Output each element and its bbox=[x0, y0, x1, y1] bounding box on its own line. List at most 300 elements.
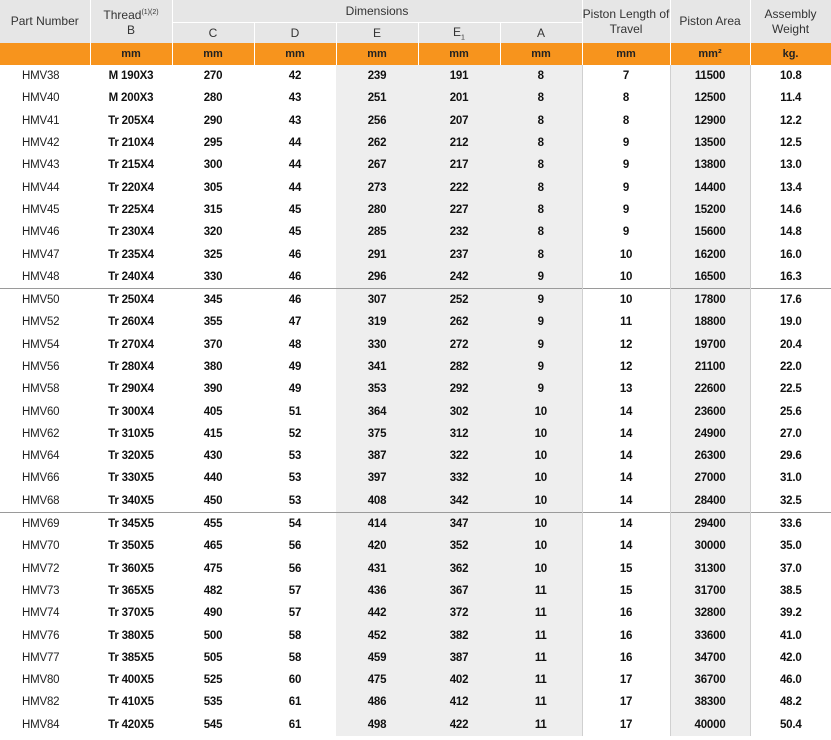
part-number-cell: HMV47 bbox=[22, 248, 60, 261]
dim-c-cell: 545 bbox=[203, 718, 223, 731]
dim-e-cell: 285 bbox=[336, 221, 418, 243]
dim-e1-cell: 412 bbox=[418, 691, 500, 713]
piston-area-cell: 23600 bbox=[670, 400, 750, 422]
dim-d-cell: 46 bbox=[288, 248, 302, 261]
dim-d-cell: 46 bbox=[254, 288, 336, 311]
unit-cell bbox=[0, 43, 90, 65]
dim-e1-cell: 347 bbox=[418, 512, 500, 535]
dim-a-cell: 10 bbox=[500, 467, 582, 489]
assembly-weight-cell: 19.0 bbox=[750, 311, 831, 333]
table-row bbox=[0, 669, 831, 691]
dim-a-cell: 8 bbox=[500, 176, 582, 198]
dim-c-cell: 280 bbox=[203, 92, 223, 105]
thread-cell: Tr 370X5 bbox=[108, 607, 154, 620]
part-number-cell: HMV80 bbox=[22, 674, 60, 687]
assembly-weight-cell: 16.3 bbox=[750, 266, 831, 289]
table-row bbox=[0, 647, 831, 669]
header-col-e1-base: E bbox=[453, 24, 462, 39]
dim-d-cell: 47 bbox=[288, 316, 302, 329]
header-col-a: A bbox=[500, 23, 582, 44]
thread-cell: Tr 365X5 bbox=[108, 584, 154, 597]
thread-cell: Tr 250X4 bbox=[90, 288, 172, 311]
dim-d-cell: 61 bbox=[288, 696, 302, 709]
assembly-weight-cell: 10.8 bbox=[750, 65, 831, 87]
dim-a-cell: 10 bbox=[500, 423, 582, 445]
dim-c-cell: 415 bbox=[203, 427, 223, 440]
dim-e1-cell: 332 bbox=[418, 467, 500, 489]
dim-a-cell: 11 bbox=[500, 580, 582, 602]
piston-travel-cell: 16 bbox=[582, 647, 670, 669]
piston-area-cell: 28400 bbox=[670, 490, 750, 513]
thread-cell: Tr 400X5 bbox=[108, 674, 154, 687]
piston-area-cell: 27000 bbox=[670, 467, 750, 489]
part-number-cell: HMV48 bbox=[22, 270, 60, 283]
thread-cell: Tr 320X5 bbox=[108, 450, 154, 463]
dim-e-cell: 387 bbox=[336, 445, 418, 467]
thread-cell: Tr 290X4 bbox=[108, 383, 154, 396]
part-number-cell: HMV43 bbox=[22, 159, 60, 172]
part-number-cell: HMV45 bbox=[22, 203, 60, 216]
dim-a-cell: 8 bbox=[500, 132, 582, 154]
assembly-weight-cell: 16.0 bbox=[750, 243, 831, 265]
part-number-cell: HMV74 bbox=[22, 607, 60, 620]
part-number-cell: HMV77 bbox=[22, 651, 60, 664]
dim-c-cell: 525 bbox=[203, 674, 223, 687]
dim-a-cell: 8 bbox=[500, 221, 582, 243]
part-number-cell: HMV44 bbox=[22, 181, 60, 194]
assembly-weight-cell: 32.5 bbox=[750, 490, 831, 513]
assembly-weight-cell: 12.5 bbox=[750, 132, 831, 154]
dim-c-cell: 430 bbox=[203, 450, 223, 463]
header-piston-area: Piston Area bbox=[670, 0, 750, 43]
thread-cell: Tr 270X4 bbox=[108, 338, 154, 351]
assembly-weight-cell: 25.6 bbox=[750, 400, 831, 422]
dim-e-cell: 291 bbox=[336, 243, 418, 265]
piston-travel-cell: 16 bbox=[582, 624, 670, 646]
thread-cell: Tr 210X4 bbox=[108, 137, 154, 150]
dim-e1-cell: 232 bbox=[418, 221, 500, 243]
dim-e1-cell: 282 bbox=[418, 356, 500, 378]
table-row bbox=[0, 87, 831, 109]
part-number-cell: HMV76 bbox=[22, 629, 60, 642]
dim-c-cell: 370 bbox=[203, 338, 223, 351]
piston-area-cell: 22600 bbox=[670, 378, 750, 400]
dim-c-cell: 490 bbox=[203, 607, 223, 620]
header-dimensions: Dimensions bbox=[172, 0, 582, 23]
dim-e-cell: 319 bbox=[336, 311, 418, 333]
dim-e-cell: 251 bbox=[336, 87, 418, 109]
part-number-cell: HMV82 bbox=[22, 696, 60, 709]
dim-c-cell: 465 bbox=[203, 540, 223, 553]
unit-cell: mm bbox=[336, 43, 418, 65]
table-row bbox=[0, 691, 831, 713]
dim-d-cell: 42 bbox=[288, 70, 302, 83]
dim-c-cell: 500 bbox=[203, 629, 223, 642]
table-row bbox=[0, 334, 831, 356]
dim-d-cell: 53 bbox=[288, 450, 302, 463]
table-row bbox=[0, 221, 831, 243]
piston-area-cell: 31700 bbox=[670, 580, 750, 602]
dim-e1-cell: 237 bbox=[418, 243, 500, 265]
part-number-cell: HMV42 bbox=[22, 137, 60, 150]
dim-a-cell: 10 bbox=[500, 490, 582, 513]
part-number-cell: HMV70 bbox=[22, 540, 60, 553]
dim-e-cell: 498 bbox=[336, 714, 418, 736]
dim-e1-cell: 312 bbox=[418, 423, 500, 445]
piston-travel-cell: 8 bbox=[582, 87, 670, 109]
piston-travel-cell: 12 bbox=[582, 334, 670, 356]
table-row bbox=[0, 624, 831, 646]
thread-cell: Tr 240X4 bbox=[108, 270, 154, 283]
dim-a-cell: 11 bbox=[500, 602, 582, 624]
dim-e-cell: 256 bbox=[336, 110, 418, 132]
piston-travel-cell: 13 bbox=[582, 378, 670, 400]
dim-d-cell: 44 bbox=[288, 137, 302, 150]
piston-travel-cell: 9 bbox=[582, 154, 670, 176]
thread-cell: Tr 220X4 bbox=[108, 181, 154, 194]
dim-c-cell: 300 bbox=[203, 159, 223, 172]
thread-cell: Tr 280X4 bbox=[108, 361, 154, 373]
dim-e-cell: 442 bbox=[336, 602, 418, 624]
dim-e1-cell: 367 bbox=[418, 580, 500, 602]
piston-area-cell: 15600 bbox=[670, 221, 750, 243]
piston-area-cell: 38300 bbox=[670, 691, 750, 713]
dim-c-cell: 295 bbox=[203, 137, 223, 150]
assembly-weight-cell: 27.0 bbox=[750, 423, 831, 445]
dim-a-cell: 10 bbox=[500, 400, 582, 422]
piston-travel-cell: 10 bbox=[582, 288, 670, 311]
dim-e-cell: 267 bbox=[336, 154, 418, 176]
assembly-weight-cell: 48.2 bbox=[750, 691, 831, 713]
dim-d-cell: 49 bbox=[288, 383, 302, 396]
dim-e-cell: 330 bbox=[336, 334, 418, 356]
dim-e-cell: 364 bbox=[336, 400, 418, 422]
dim-e1-cell: 422 bbox=[418, 714, 500, 736]
piston-travel-cell: 15 bbox=[582, 580, 670, 602]
dim-e1-cell: 222 bbox=[418, 176, 500, 198]
dim-e1-cell: 352 bbox=[418, 535, 500, 557]
part-number-cell: HMV54 bbox=[22, 338, 60, 351]
dim-e-cell: 353 bbox=[336, 378, 418, 400]
table-row bbox=[0, 176, 831, 198]
dim-d-cell: 57 bbox=[288, 584, 302, 597]
assembly-weight-cell: 35.0 bbox=[750, 535, 831, 557]
part-number-cell: HMV64 bbox=[22, 450, 60, 463]
dim-a-cell: 9 bbox=[500, 266, 582, 289]
assembly-weight-cell: 29.6 bbox=[750, 445, 831, 467]
table-row bbox=[0, 558, 831, 580]
dim-e1-cell: 322 bbox=[418, 445, 500, 467]
dim-c-cell: 535 bbox=[203, 696, 223, 709]
dim-c-cell: 355 bbox=[203, 316, 223, 329]
unit-cell: mm bbox=[418, 43, 500, 65]
thread-cell: Tr 360X5 bbox=[108, 562, 154, 575]
part-number-cell: HMV72 bbox=[22, 562, 60, 575]
dim-c-cell: 305 bbox=[203, 181, 223, 194]
table-row bbox=[0, 535, 831, 557]
dim-a-cell: 11 bbox=[500, 669, 582, 691]
dim-c-cell: 482 bbox=[203, 584, 223, 597]
part-number-cell: HMV58 bbox=[22, 383, 60, 396]
piston-travel-cell: 16 bbox=[582, 602, 670, 624]
dim-a-cell: 8 bbox=[500, 65, 582, 87]
dim-d-cell: 54 bbox=[254, 512, 336, 535]
piston-travel-cell: 17 bbox=[582, 669, 670, 691]
part-number-cell: HMV41 bbox=[22, 114, 60, 127]
dim-d-cell: 43 bbox=[288, 92, 302, 105]
assembly-weight-cell: 46.0 bbox=[750, 669, 831, 691]
piston-travel-cell: 17 bbox=[582, 691, 670, 713]
dim-e1-cell: 227 bbox=[418, 199, 500, 221]
piston-area-cell: 18800 bbox=[670, 311, 750, 333]
thread-cell: Tr 310X5 bbox=[108, 427, 154, 440]
piston-area-cell: 16500 bbox=[670, 266, 750, 289]
dim-a-cell: 8 bbox=[500, 199, 582, 221]
assembly-weight-cell: 11.4 bbox=[750, 87, 831, 109]
dim-a-cell: 10 bbox=[500, 445, 582, 467]
dim-d-cell: 49 bbox=[288, 361, 302, 373]
thread-cell: Tr 260X4 bbox=[108, 316, 154, 329]
header-part-number: Part Number bbox=[0, 0, 90, 43]
dim-e-cell: 452 bbox=[336, 624, 418, 646]
dim-d-cell: 48 bbox=[288, 338, 302, 351]
dim-a-cell: 11 bbox=[500, 647, 582, 669]
dim-d-cell: 44 bbox=[288, 159, 302, 172]
assembly-weight-cell: 33.6 bbox=[750, 512, 831, 535]
dim-c-cell: 315 bbox=[203, 203, 223, 216]
thread-cell: Tr 300X4 bbox=[108, 405, 154, 418]
piston-travel-cell: 9 bbox=[582, 176, 670, 198]
dim-d-cell: 51 bbox=[288, 405, 302, 418]
table-row bbox=[0, 714, 831, 736]
piston-area-cell: 14400 bbox=[670, 176, 750, 198]
table-row bbox=[0, 423, 831, 445]
dim-a-cell: 9 bbox=[500, 288, 582, 311]
part-number-cell: HMV52 bbox=[22, 316, 60, 329]
table-row bbox=[0, 602, 831, 624]
dim-d-cell: 43 bbox=[288, 114, 302, 127]
dim-a-cell: 8 bbox=[500, 154, 582, 176]
dim-e1-cell: 212 bbox=[418, 132, 500, 154]
dim-e-cell: 375 bbox=[336, 423, 418, 445]
piston-travel-cell: 7 bbox=[582, 65, 670, 87]
table-row bbox=[0, 445, 831, 467]
piston-area-cell: 34700 bbox=[670, 647, 750, 669]
assembly-weight-cell: 13.4 bbox=[750, 176, 831, 198]
thread-cell: Tr 230X4 bbox=[108, 226, 154, 239]
dim-c-cell: 455 bbox=[172, 512, 254, 535]
assembly-weight-cell: 14.8 bbox=[750, 221, 831, 243]
table-row bbox=[0, 266, 831, 289]
dim-a-cell: 8 bbox=[500, 243, 582, 265]
part-number-cell: HMV60 bbox=[22, 405, 60, 418]
dim-c-cell: 475 bbox=[203, 562, 223, 575]
thread-cell: Tr 410X5 bbox=[108, 696, 154, 709]
dim-d-cell: 56 bbox=[288, 540, 302, 553]
dim-a-cell: 10 bbox=[500, 512, 582, 535]
header-thread bbox=[90, 0, 172, 43]
dim-d-cell: 56 bbox=[288, 562, 302, 575]
table-row bbox=[0, 65, 831, 87]
table-row bbox=[0, 199, 831, 221]
dim-e1-cell: 387 bbox=[418, 647, 500, 669]
piston-area-cell: 31300 bbox=[670, 558, 750, 580]
dim-a-cell: 9 bbox=[500, 378, 582, 400]
part-number-cell: HMV38 bbox=[22, 70, 60, 83]
thread-cell: Tr 420X5 bbox=[108, 718, 154, 731]
part-number-cell: HMV66 bbox=[22, 472, 60, 485]
dim-a-cell: 10 bbox=[500, 535, 582, 557]
piston-area-cell: 21100 bbox=[670, 356, 750, 378]
piston-area-cell: 36700 bbox=[670, 669, 750, 691]
piston-area-cell: 13500 bbox=[670, 132, 750, 154]
piston-travel-cell: 14 bbox=[582, 512, 670, 535]
piston-travel-cell: 10 bbox=[582, 243, 670, 265]
piston-travel-cell: 11 bbox=[582, 311, 670, 333]
dim-e1-cell: 272 bbox=[418, 334, 500, 356]
assembly-weight-cell: 38.5 bbox=[750, 580, 831, 602]
dim-e1-cell: 362 bbox=[418, 558, 500, 580]
dim-c-cell: 325 bbox=[203, 248, 223, 261]
assembly-weight-cell: 12.2 bbox=[750, 110, 831, 132]
dim-e1-cell: 201 bbox=[418, 87, 500, 109]
dim-a-cell: 8 bbox=[500, 87, 582, 109]
assembly-weight-cell: 20.4 bbox=[750, 334, 831, 356]
dim-e-cell: 397 bbox=[336, 467, 418, 489]
thread-cell: Tr 225X4 bbox=[108, 203, 154, 216]
assembly-weight-cell: 22.0 bbox=[750, 356, 831, 378]
table-row bbox=[0, 467, 831, 489]
thread-cell: Tr 330X5 bbox=[108, 472, 154, 485]
piston-travel-cell: 10 bbox=[582, 266, 670, 289]
dim-e1-cell: 242 bbox=[418, 266, 500, 289]
dim-e1-cell: 191 bbox=[418, 65, 500, 87]
table-row bbox=[0, 132, 831, 154]
part-number-cell: HMV46 bbox=[22, 226, 60, 239]
dim-c-cell: 450 bbox=[203, 494, 223, 507]
piston-area-cell: 13800 bbox=[670, 154, 750, 176]
dim-e-cell: 486 bbox=[336, 691, 418, 713]
dim-d-cell: 45 bbox=[288, 226, 302, 239]
assembly-weight-cell: 17.6 bbox=[750, 288, 831, 311]
dim-d-cell: 58 bbox=[288, 629, 302, 642]
dim-e-cell: 408 bbox=[336, 490, 418, 513]
dim-a-cell: 11 bbox=[500, 691, 582, 713]
dim-e-cell: 273 bbox=[336, 176, 418, 198]
dim-e-cell: 262 bbox=[336, 132, 418, 154]
dim-e1-cell: 372 bbox=[418, 602, 500, 624]
piston-area-cell: 11500 bbox=[670, 65, 750, 87]
table-row bbox=[0, 154, 831, 176]
dim-d-cell: 53 bbox=[288, 494, 302, 507]
assembly-weight-cell: 31.0 bbox=[750, 467, 831, 489]
dim-d-cell: 60 bbox=[288, 674, 302, 687]
dim-e-cell: 420 bbox=[336, 535, 418, 557]
piston-area-cell: 30000 bbox=[670, 535, 750, 557]
thread-cell: Tr 380X5 bbox=[108, 629, 154, 642]
dim-e-cell: 341 bbox=[336, 356, 418, 378]
dim-d-cell: 45 bbox=[288, 203, 302, 216]
thread-cell: Tr 340X5 bbox=[108, 494, 154, 507]
dim-c-cell: 380 bbox=[203, 361, 223, 373]
piston-travel-cell: 17 bbox=[582, 714, 670, 736]
piston-travel-cell: 14 bbox=[582, 445, 670, 467]
assembly-weight-cell: 14.6 bbox=[750, 199, 831, 221]
units-row bbox=[0, 43, 831, 65]
piston-travel-cell: 9 bbox=[582, 199, 670, 221]
table-row bbox=[0, 512, 831, 535]
assembly-weight-cell: 50.4 bbox=[750, 714, 831, 736]
dim-e1-cell: 302 bbox=[418, 400, 500, 422]
table-row bbox=[0, 110, 831, 132]
dim-e-cell: 431 bbox=[336, 558, 418, 580]
piston-travel-cell: 14 bbox=[582, 467, 670, 489]
piston-travel-cell: 8 bbox=[582, 110, 670, 132]
dim-c-cell: 505 bbox=[203, 651, 223, 664]
piston-travel-cell: 14 bbox=[582, 490, 670, 513]
piston-travel-cell: 14 bbox=[582, 423, 670, 445]
part-number-cell: HMV40 bbox=[22, 92, 60, 105]
table-row bbox=[0, 288, 831, 311]
header-col-d: D bbox=[254, 23, 336, 44]
piston-area-cell: 29400 bbox=[670, 512, 750, 535]
dim-a-cell: 9 bbox=[500, 356, 582, 378]
dim-e-cell: 239 bbox=[336, 65, 418, 87]
dim-e1-cell: 292 bbox=[418, 378, 500, 400]
dim-d-cell: 61 bbox=[288, 718, 302, 731]
dim-e1-cell: 252 bbox=[418, 288, 500, 311]
table-row bbox=[0, 378, 831, 400]
dim-e-cell: 459 bbox=[336, 647, 418, 669]
part-number-cell: HMV56 bbox=[22, 361, 60, 373]
dim-e1-cell: 217 bbox=[418, 154, 500, 176]
header-thread-sub: B bbox=[126, 23, 135, 37]
dim-e-cell: 280 bbox=[336, 199, 418, 221]
unit-cell: mm bbox=[582, 43, 670, 65]
table-row bbox=[0, 490, 831, 513]
part-number-cell: HMV73 bbox=[22, 584, 60, 597]
piston-travel-cell: 14 bbox=[582, 535, 670, 557]
header-piston-length: Piston Length of Travel bbox=[582, 0, 670, 43]
piston-area-cell: 12900 bbox=[670, 110, 750, 132]
dim-c-cell: 345 bbox=[172, 288, 254, 311]
piston-travel-cell: 9 bbox=[582, 221, 670, 243]
assembly-weight-cell: 37.0 bbox=[750, 558, 831, 580]
piston-area-cell: 12500 bbox=[670, 87, 750, 109]
assembly-weight-cell: 22.5 bbox=[750, 378, 831, 400]
dim-c-cell: 405 bbox=[203, 405, 223, 418]
dim-a-cell: 9 bbox=[500, 334, 582, 356]
dim-a-cell: 8 bbox=[500, 110, 582, 132]
assembly-weight-cell: 39.2 bbox=[750, 602, 831, 624]
header-col-e1 bbox=[418, 23, 500, 44]
part-number-cell: HMV69 bbox=[0, 512, 90, 535]
piston-area-cell: 26300 bbox=[670, 445, 750, 467]
dim-a-cell: 10 bbox=[500, 558, 582, 580]
unit-cell: mm bbox=[172, 43, 254, 65]
dim-e1-cell: 382 bbox=[418, 624, 500, 646]
header-col-e: E bbox=[336, 23, 418, 44]
dim-d-cell: 58 bbox=[288, 651, 302, 664]
dim-c-cell: 330 bbox=[203, 270, 223, 283]
header-thread-label: Thread bbox=[103, 8, 142, 22]
dim-e-cell: 296 bbox=[336, 266, 418, 289]
piston-area-cell: 17800 bbox=[670, 288, 750, 311]
part-number-cell: HMV62 bbox=[22, 427, 60, 440]
dim-e-cell: 475 bbox=[336, 669, 418, 691]
table-row bbox=[0, 311, 831, 333]
dim-e-cell: 436 bbox=[336, 580, 418, 602]
